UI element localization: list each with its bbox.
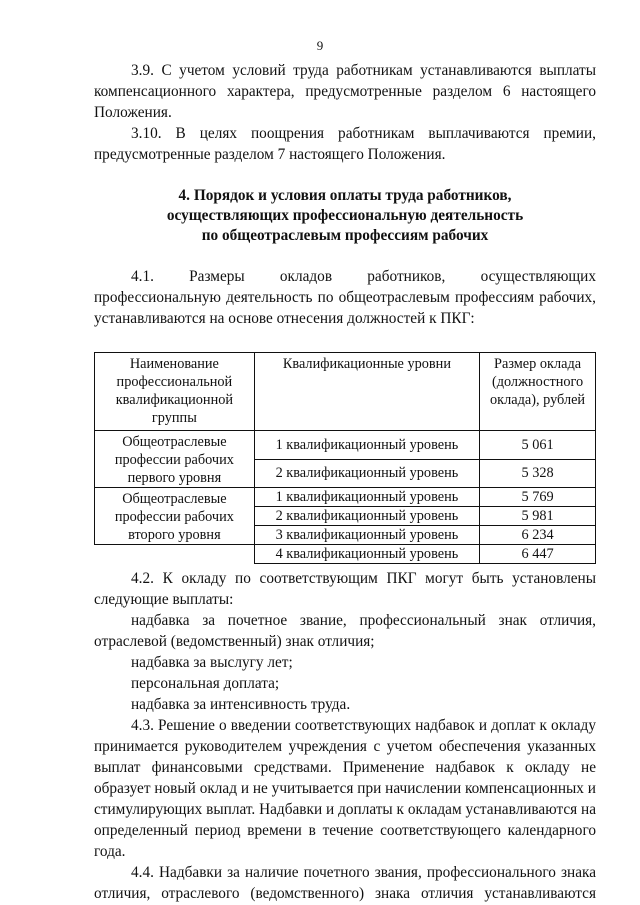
value-cell: 5 061 xyxy=(480,431,596,460)
salary-table xyxy=(94,352,596,564)
page-number: 9 xyxy=(316,38,324,53)
empty-cell xyxy=(95,545,255,564)
heading-line-1: 4. Порядок и условия оплаты труда работников, xyxy=(178,187,512,204)
document-body xyxy=(94,60,596,904)
level-cell: 3 квалификационный уровень xyxy=(254,526,479,545)
paragraph-3-9: 3.9. С учетом условий труда работникам устанавливаются выплаты компенсационного характера, предусмотренные разделом 6 настоящего Положения. xyxy=(94,62,596,121)
table-header: Наименование профессиональной квалификационной группы xyxy=(95,353,255,431)
list-item: надбавка за выслугу лет; xyxy=(131,654,293,671)
value-cell: 5 328 xyxy=(480,459,596,488)
value-cell: 6 234 xyxy=(480,526,596,545)
level-cell: 4 квалификационный уровень xyxy=(254,545,479,564)
list-item: надбавка за интенсивность труда. xyxy=(131,696,351,713)
table-row xyxy=(95,488,596,507)
group-name: Общеотраслевые профессии рабочих второго уровня xyxy=(95,488,255,545)
table-row xyxy=(95,431,596,460)
section-heading xyxy=(94,186,596,246)
paragraph-4-3: 4.3. Решение о введении соответствующих надбавок и доплат к окладу принимается руководителем учреждения с учетом обеспечения указанных выплат финансовыми средствами. Применение надбавок к окладу не образует новый оклад и не учитывается при начислении компенсационных и стимулирующих выплат. Надбавки и доплаты к окладам устанавливаются на определенный период времени в течение соответствующего календарного года. xyxy=(94,717,596,860)
list-item: надбавка за почетное звание, профессиональный знак отличия, отраслевой (ведомственный) знак отличия; xyxy=(94,612,596,650)
heading-line-2: осуществляющих профессиональную деятельность xyxy=(166,207,524,224)
list-item: персональная доплата; xyxy=(131,675,280,692)
level-cell: 1 квалификационный уровень xyxy=(254,488,479,507)
level-cell: 2 квалификационный уровень xyxy=(254,459,479,488)
table-header: Размер оклада (должностного оклада), рублей xyxy=(480,353,596,431)
paragraph-4-4: 4.4. Надбавки за наличие почетного звания, профессионального знака отличия, отраслевого (ведомственного) знака отличия устанавливаются xyxy=(94,864,596,902)
table-header: Квалификационные уровни xyxy=(254,353,479,431)
value-cell: 5 769 xyxy=(480,488,596,507)
heading-line-3: по общеотраслевым профессиям рабочих xyxy=(201,227,489,244)
table-row xyxy=(95,545,596,564)
paragraph-3-10: 3.10. В целях поощрения работникам выплачиваются премии, предусмотренные разделом 7 настоящего Положения. xyxy=(94,125,596,163)
level-cell: 1 квалификационный уровень xyxy=(254,431,479,460)
paragraph-4-1: 4.1. Размеры окладов работников, осуществляющих профессиональную деятельность по общеотраслевым профессиям рабочих, устанавливаются на основе отнесения должностей к ПКГ: xyxy=(94,268,596,327)
group-name: Общеотраслевые профессии рабочих первого уровня xyxy=(95,431,255,488)
paragraph-4-2: 4.2. К окладу по соответствующим ПКГ могут быть установлены следующие выплаты: xyxy=(94,570,596,608)
table-header-row xyxy=(95,353,596,431)
value-cell: 5 981 xyxy=(480,507,596,526)
value-cell: 6 447 xyxy=(480,545,596,564)
level-cell: 2 квалификационный уровень xyxy=(254,507,479,526)
